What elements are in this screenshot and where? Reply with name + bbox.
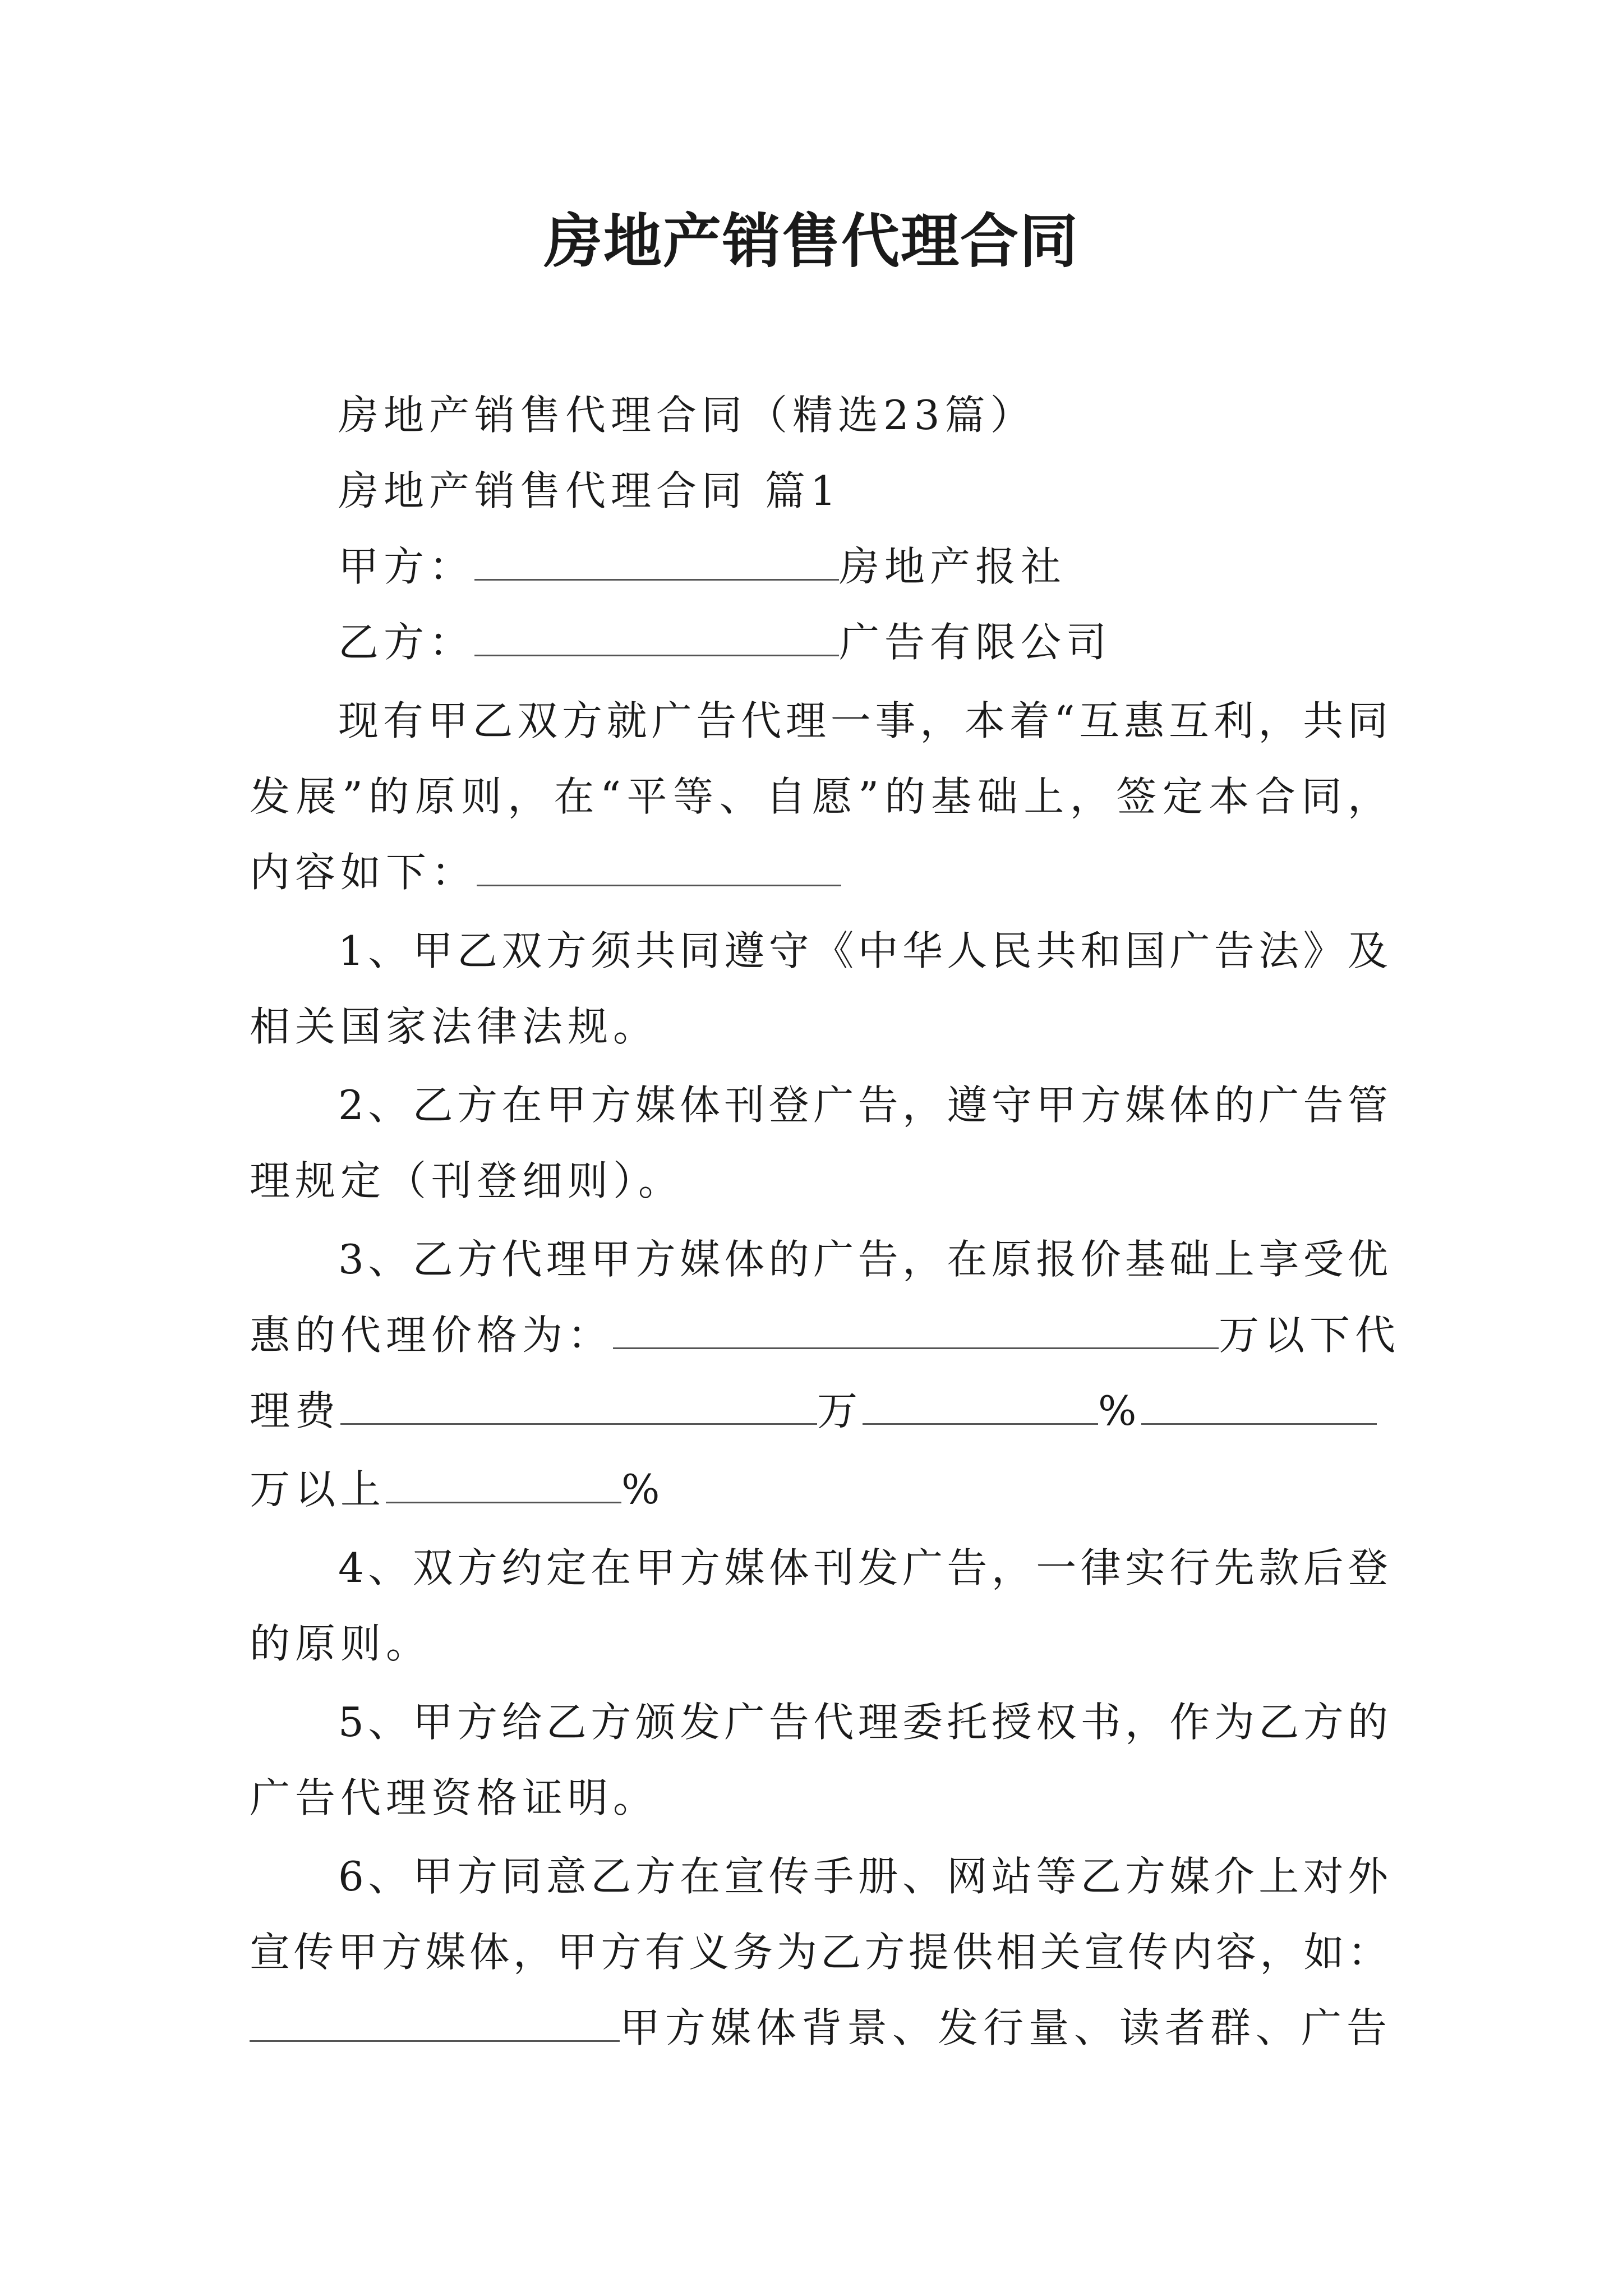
intro-line-1: 现有甲乙双方就广告代理一事，本着“互惠互利，共同: [338, 697, 1388, 744]
clause-3-line-2: [250, 1310, 1400, 1360]
clause-6-blank: [250, 2005, 620, 2042]
clause-5-line-1: 5、甲方给乙方颁发广告代理委托授权书，作为乙方的: [338, 1699, 1388, 1746]
clause-3-above-label: 万以上: [250, 1466, 386, 1513]
intro-line-3: [250, 847, 841, 898]
clause-3-percent-1: %: [1098, 1387, 1142, 1434]
clause-3-line-4: [250, 1464, 665, 1515]
clause-4-line-1: 4、双方约定在甲方媒体刊发广告，一律实行先款后登: [338, 1544, 1388, 1591]
party-b-line: [338, 617, 1112, 668]
clause-3-above-blank: [386, 1467, 621, 1503]
clause-3-price-suffix: 万以下代: [1219, 1312, 1401, 1359]
document-subtitle: 房地产销售代理合同（精选23篇）: [338, 392, 1036, 439]
clause-3-line-1: 3、乙方代理甲方媒体的广告，在原报价基础上享受优: [338, 1236, 1388, 1283]
clause-5-line-2: 广告代理资格证明。: [250, 1774, 659, 1821]
document-title: 房地产销售代理合同: [543, 206, 1079, 275]
clause-6-line-3: [250, 2003, 1393, 2053]
clause-3-wan: 万: [817, 1387, 863, 1434]
clause-1-line-2: 相关国家法律法规。: [250, 1003, 659, 1050]
clause-3-price-label: 惠的代理价格为：: [250, 1312, 614, 1359]
clause-3-percent-2: %: [621, 1466, 665, 1513]
section-heading: 房地产销售代理合同 篇1: [338, 467, 841, 514]
clause-2-line-1: 2、乙方在甲方媒体刊登广告，遵守甲方媒体的广告管: [338, 1082, 1388, 1129]
party-b-blank: [474, 620, 839, 656]
clause-6-line-2: 宣传甲方媒体，甲方有义务为乙方提供相关宣传内容，如：: [250, 1929, 1388, 1976]
clause-3-fee-blank-1: [340, 1388, 817, 1425]
party-a-blank: [474, 544, 839, 581]
clause-2-line-2: 理规定（刊登细则）。: [250, 1157, 684, 1204]
clause-1-line-1: 1、甲乙双方须共同遵守《中华人民共和国广告法》及: [338, 927, 1388, 974]
clause-4-line-2: 的原则。: [250, 1620, 432, 1667]
intro-blank: [477, 850, 841, 886]
clause-6-line-1: 6、甲方同意乙方在宣传手册、网站等乙方媒介上对外: [338, 1853, 1388, 1900]
clause-3-fee-label: 理费: [250, 1387, 341, 1434]
party-a-line: [338, 541, 1066, 592]
clause-3-fee-blank-2: [863, 1388, 1098, 1425]
party-a-label: 甲方：: [338, 543, 475, 590]
party-b-label: 乙方：: [338, 619, 475, 666]
party-b-name: 广告有限公司: [839, 619, 1112, 666]
clause-3-line-3: [250, 1386, 1377, 1436]
party-a-name: 房地产报社: [839, 543, 1067, 590]
clause-3-price-blank: [613, 1313, 1219, 1349]
intro-line-2: 发展”的原则，在“平等、自愿”的基础上，签定本合同，: [250, 773, 1388, 820]
clause-3-fee-blank-3: [1141, 1388, 1377, 1425]
intro-label: 内容如下：: [250, 849, 477, 896]
clause-6-text: 甲方媒体背景、发行量、读者群、广告: [620, 2004, 1393, 2051]
